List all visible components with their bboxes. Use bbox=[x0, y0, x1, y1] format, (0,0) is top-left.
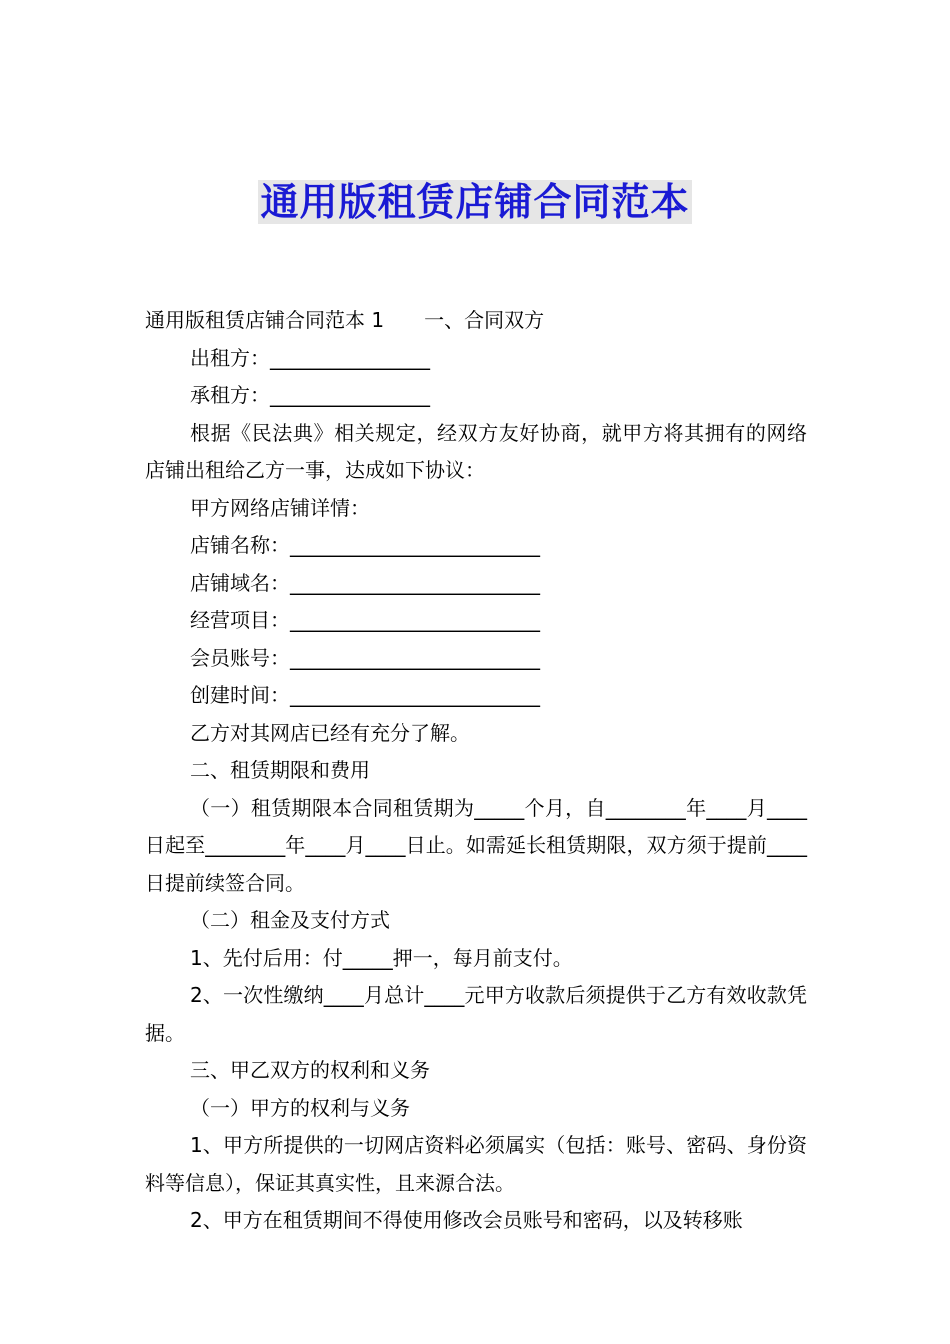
shop-name-line: 店铺名称：_________________________ bbox=[190, 533, 540, 557]
lessor-duty-1: 1、甲方所提供的一切网店资料必须属实（包括：账号、密码、身份资料等信息），保证其真实性，且来源合法。 bbox=[145, 1133, 807, 1195]
section-heading-term-fees: 二、租赁期限和费用 bbox=[190, 758, 370, 782]
lessor-line: 出租方：________________ bbox=[190, 345, 430, 370]
rent-payment-heading: （二）租金及支付方式 bbox=[190, 908, 390, 932]
lessee-line: 承租方：________________ bbox=[190, 383, 430, 407]
shop-details-heading: 甲方网络店铺详情： bbox=[190, 495, 370, 520]
shop-domain-line: 店铺域名：_________________________ bbox=[190, 570, 540, 595]
creation-time-line: 创建时间：_________________________ bbox=[190, 683, 540, 707]
document-title bbox=[0, 178, 950, 226]
member-account-line: 会员账号：_________________________ bbox=[190, 645, 540, 670]
contract-label: 通用版租赁店铺合同范本 1 bbox=[145, 308, 385, 332]
lessor-duty-2: 2、甲方在租赁期间不得使用修改会员账号和密码，以及转移账 bbox=[190, 1208, 743, 1232]
section-heading-rights: 三、甲乙双方的权利和义务 bbox=[190, 1058, 430, 1082]
document-body bbox=[145, 302, 807, 1240]
lessor-rights-heading: （一）甲方的权利与义务 bbox=[190, 1095, 410, 1120]
document-title-text: 通用版租赁店铺合同范本 bbox=[260, 180, 690, 224]
payment-option-2: 2、一次性缴纳____月总计____元甲方收款后须提供于乙方有效收款凭据。 bbox=[145, 983, 807, 1045]
heading-line bbox=[145, 302, 807, 340]
lessee-acknowledgement: 乙方对其网店已经有充分了解。 bbox=[190, 720, 470, 745]
agreement-intro: 根据《民法典》相关规定，经双方友好协商，就甲方将其拥有的网络店铺出租给乙方一事，达成如下协议： bbox=[145, 420, 807, 482]
payment-option-1: 1、先付后用：付_____押一，每月前支付。 bbox=[190, 945, 573, 970]
lease-term-clause: （一）租赁期限本合同租赁期为_____个月，自________年____月____日起至________年____月____日止。如需延长租赁期限，双方须于提前____日提前续签合同。 bbox=[145, 795, 807, 895]
business-scope-line: 经营项目：_________________________ bbox=[190, 608, 540, 632]
section-heading-parties: 一、合同双方 bbox=[424, 308, 545, 332]
